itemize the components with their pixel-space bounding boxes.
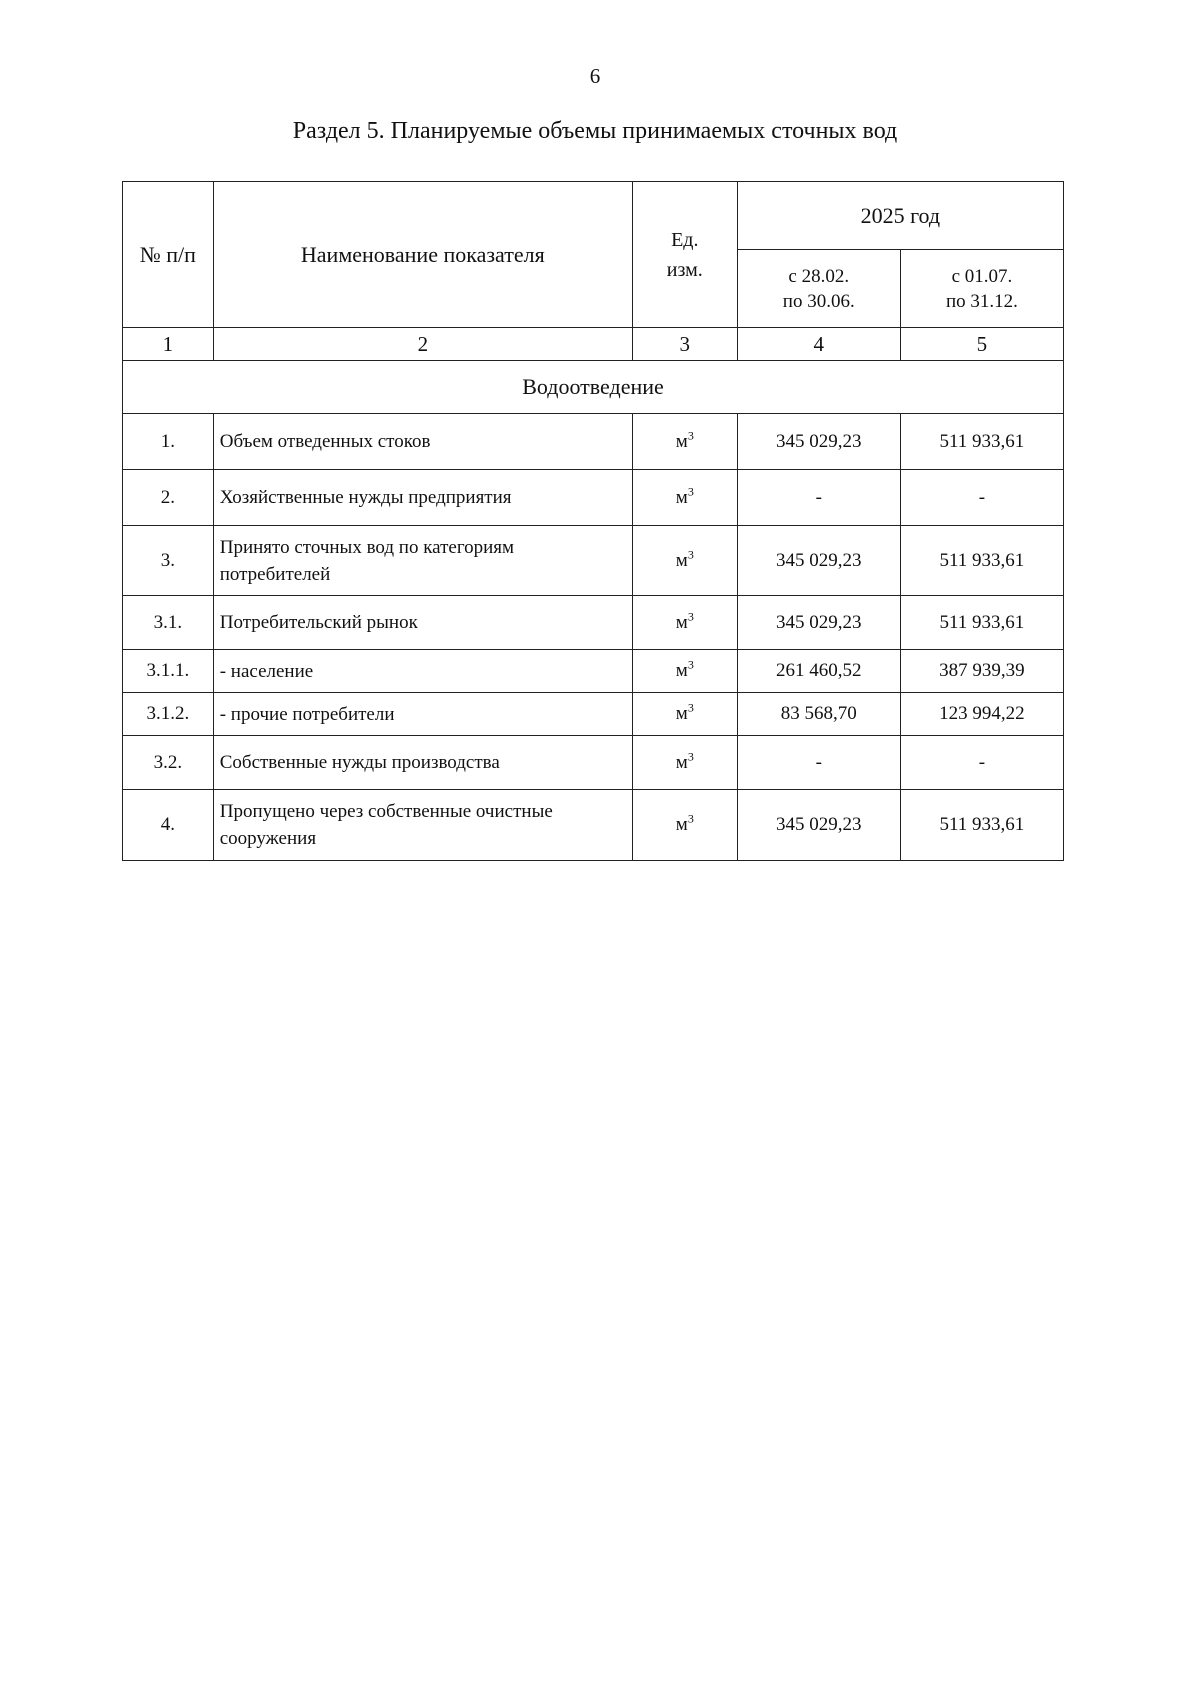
table-row <box>123 650 1064 693</box>
row-value-period-1: 345 029,23 <box>737 790 900 861</box>
unit-exponent: 3 <box>687 547 694 562</box>
row-unit <box>632 470 737 526</box>
row-value-period-2: 511 933,61 <box>900 790 1063 861</box>
row-number: 1. <box>123 414 214 470</box>
header-unit-line1: Ед. <box>671 228 699 251</box>
wastewater-volume-table <box>122 181 1064 861</box>
unit-exponent: 3 <box>687 749 694 764</box>
row-value-period-1: - <box>737 470 900 526</box>
header-unit-line2: изм. <box>666 258 703 281</box>
column-number: 5 <box>900 328 1063 361</box>
row-name: - население <box>213 650 632 693</box>
unit-base: м <box>675 814 688 835</box>
row-value-period-2: - <box>900 470 1063 526</box>
section-title: Раздел 5. Планируемые объемы принимаемых сточных вод <box>292 118 898 144</box>
group-title: Водоотведение <box>123 361 1064 414</box>
column-number-row <box>123 328 1064 361</box>
unit-exponent: 3 <box>687 428 694 443</box>
row-number: 4. <box>123 790 214 861</box>
row-value-period-2: 387 939,39 <box>900 650 1063 693</box>
row-unit <box>632 650 737 693</box>
row-value-period-2: 511 933,61 <box>900 596 1063 650</box>
unit-base: м <box>675 611 688 633</box>
row-number: 3.1.2. <box>123 693 214 736</box>
unit-base: м <box>675 486 688 508</box>
row-value-period-1: - <box>737 736 900 790</box>
row-number: 3. <box>123 526 214 596</box>
row-name: Хозяйственные нужды предприятия <box>213 470 632 526</box>
row-unit <box>632 790 737 861</box>
row-value-period-1: 261 460,52 <box>737 650 900 693</box>
header-name: Наименование показателя <box>213 182 632 328</box>
unit-base: м <box>675 549 688 571</box>
page-number: 6 <box>589 64 601 88</box>
header-period-1-line1: с 28.02. <box>788 265 850 287</box>
row-name: Потребительский рынок <box>213 596 632 650</box>
unit-base: м <box>675 660 688 681</box>
row-value-period-2: 511 933,61 <box>900 526 1063 596</box>
column-number: 2 <box>213 328 632 361</box>
row-unit <box>632 414 737 470</box>
unit-base: м <box>675 751 688 773</box>
header-period-2-line1: с 01.07. <box>951 265 1013 287</box>
table-row <box>123 526 1064 596</box>
row-value-period-1: 345 029,23 <box>737 414 900 470</box>
unit-base: м <box>675 703 688 724</box>
unit-exponent: 3 <box>687 484 694 499</box>
column-number: 3 <box>632 328 737 361</box>
row-unit <box>632 736 737 790</box>
row-number: 3.1.1. <box>123 650 214 693</box>
row-value-period-1: 345 029,23 <box>737 596 900 650</box>
row-unit <box>632 693 737 736</box>
row-name: - прочие потребители <box>213 693 632 736</box>
row-number: 3.2. <box>123 736 214 790</box>
header-period-1 <box>737 250 900 328</box>
column-number: 4 <box>737 328 900 361</box>
table-row <box>123 414 1064 470</box>
table-row <box>123 693 1064 736</box>
table-row <box>123 596 1064 650</box>
header-row-top <box>123 182 1064 250</box>
table-row <box>123 736 1064 790</box>
row-number: 2. <box>123 470 214 526</box>
row-value-period-2: 123 994,22 <box>900 693 1063 736</box>
row-name: Принято сточных вод по категориям потребителей <box>213 526 632 596</box>
table-row <box>123 470 1064 526</box>
row-value-period-1: 83 568,70 <box>737 693 900 736</box>
unit-exponent: 3 <box>687 657 694 672</box>
header-num: № п/п <box>123 182 214 328</box>
unit-exponent: 3 <box>687 811 694 826</box>
group-row <box>123 361 1064 414</box>
row-name: Пропущено через собственные очистные сооружения <box>213 790 632 861</box>
header-year: 2025 год <box>737 182 1063 250</box>
row-value-period-1: 345 029,23 <box>737 526 900 596</box>
row-number: 3.1. <box>123 596 214 650</box>
row-value-period-2: - <box>900 736 1063 790</box>
table-row <box>123 790 1064 861</box>
header-period-2-line2: по 31.12. <box>945 290 1018 312</box>
row-name: Собственные нужды производства <box>213 736 632 790</box>
row-unit <box>632 596 737 650</box>
unit-exponent: 3 <box>687 609 694 624</box>
unit-base: м <box>675 430 688 452</box>
row-name: Объем отведенных стоков <box>213 414 632 470</box>
header-period-1-line2: по 30.06. <box>782 290 855 312</box>
column-number: 1 <box>123 328 214 361</box>
row-value-period-2: 511 933,61 <box>900 414 1063 470</box>
row-unit <box>632 526 737 596</box>
unit-exponent: 3 <box>687 700 694 715</box>
header-unit <box>632 182 737 328</box>
header-period-2 <box>900 250 1063 328</box>
